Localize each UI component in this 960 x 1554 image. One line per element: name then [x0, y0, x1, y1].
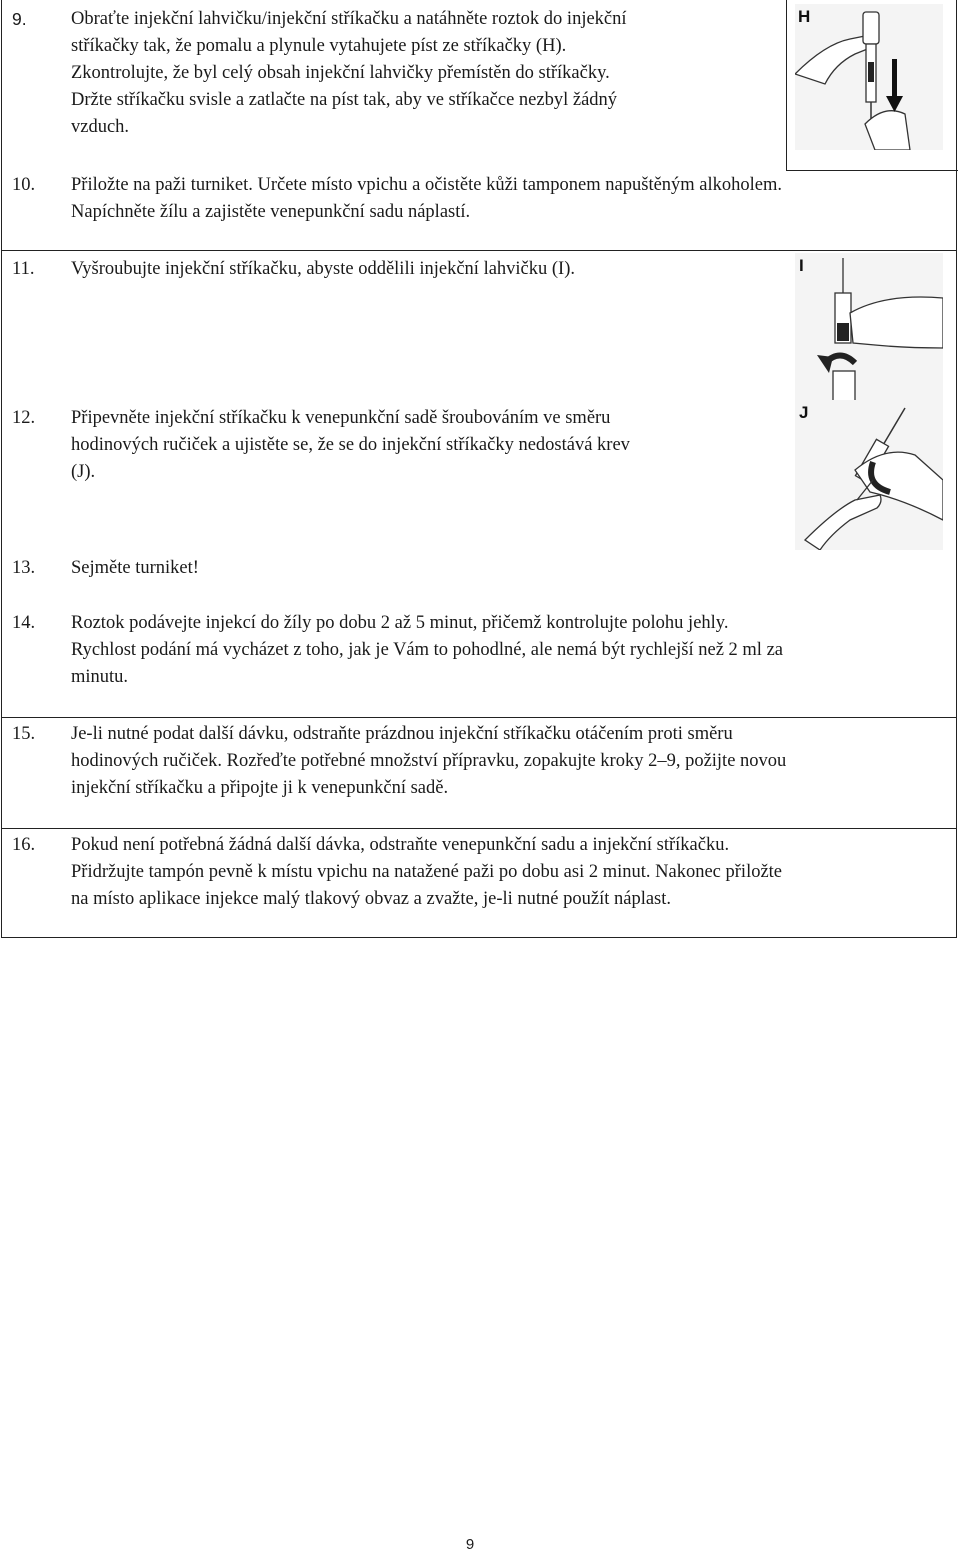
step-text: Vyšroubujte injekční stříkačku, abyste oddělili injekční lahvičku (I).	[71, 259, 575, 279]
step-text: Roztok podávejte injekcí do žíly po dobu 2 až 5 minut, přičemž kontrolujte polohu jehly. Rychlost podání má vycházet z toho, jak je Vám to pohodlné, ale nemá být rychlejší než 2 ml za minutu.	[71, 613, 783, 687]
figure-label: J	[799, 403, 809, 422]
figure-label: H	[798, 7, 811, 26]
figure-column-divider	[786, 0, 787, 171]
step-number: 10.	[12, 175, 36, 195]
page-number: 9	[465, 1536, 475, 1553]
row-divider	[1, 717, 957, 718]
step-text: Pokud není potřebná žádná další dávka, odstraňte venepunkční sadu a injekční stříkačku. Přidržujte tampón pevně k místu vpichu na natažené paži po dobu asi 2 minut. Nakonec přiložte na místo aplikace injekce malý tlakový obvaz a zvažte, je-li nutné použít náplast.	[71, 835, 783, 909]
step-text: Připevněte injekční stříkačku k venepunkční sadě šroubováním ve směru hodinových ručiček a ujistěte se, že se do injekční stříkačky nedostává krev (J).	[71, 408, 630, 482]
figure-j-illustration	[795, 400, 943, 550]
figure-h-illustration	[795, 4, 943, 150]
figure-label: I	[799, 256, 804, 275]
step-number: 11.	[12, 259, 35, 279]
step-number: 9.	[12, 9, 27, 29]
step-text: Sejměte turniket!	[71, 558, 199, 578]
step-number: 16.	[12, 835, 36, 855]
figure-row-divider	[786, 170, 958, 171]
step-number: 12.	[12, 408, 36, 428]
row-divider	[1, 250, 957, 251]
step-number: 14.	[12, 613, 36, 633]
step-number: 15.	[12, 724, 36, 744]
step-text: Přiložte na paži turniket. Určete místo vpichu a očistěte kůži tamponem napuštěným alkoholem. Napíchněte žílu a zajistěte venepunkční sadu náplastí.	[71, 175, 783, 222]
figure-i-illustration	[795, 253, 943, 401]
step-text: Je-li nutné podat další dávku, odstraňte prázdnou injekční stříkačku otáčením proti směru hodinových ručiček. Rozřeďte potřebné množství přípravku, zopakujte kroky 2–9, požijte novou injekční stříkačku a připojte ji k venepunkční sadě.	[71, 724, 787, 798]
step-number: 13.	[12, 558, 36, 578]
step-text: Obraťte injekční lahvičku/injekční stříkačku a natáhněte roztok do injekční stříkačky tak, že pomalu a plynule vytahujete píst ze stříkačky (H). Zkontrolujte, že byl celý obsah injekční lahvičky přemístěn do stříkačky. Držte stříkačku svisle a zatlačte na píst tak, aby ve stříkačce nezbyl žádný vzduch.	[71, 9, 627, 137]
row-divider	[1, 828, 957, 829]
